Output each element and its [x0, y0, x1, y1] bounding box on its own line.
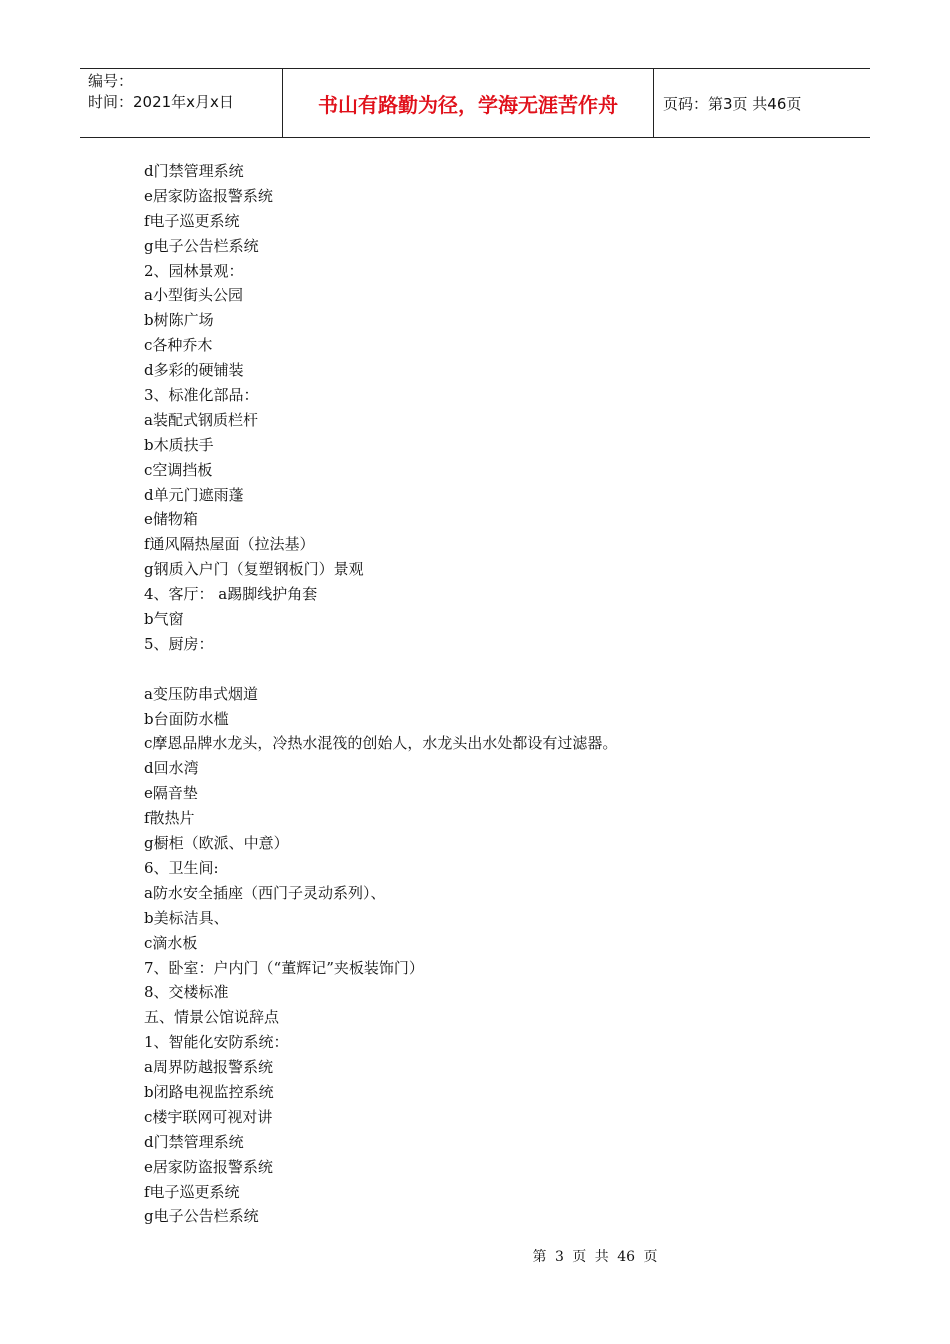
text-line: 五、情景公馆说辞点 — [144, 1008, 280, 1027]
text-line: a装配式钢质栏杆 — [144, 410, 258, 429]
text-line: 2、园林景观： — [144, 261, 244, 280]
text-line: 6、卫生间: — [144, 858, 219, 877]
text-line: f通风隔热屋面（拉法基） — [144, 535, 315, 554]
text-line: g电子公告栏系统 — [144, 236, 259, 255]
text-line: c各种乔木 — [144, 336, 213, 355]
text-line: g橱柜（欧派、中意） — [144, 834, 289, 853]
text-line: c楼宇联网可视对讲 — [144, 1107, 273, 1126]
text-line: d门禁管理系统 — [144, 1132, 244, 1151]
text-line: e隔音垫 — [144, 784, 198, 803]
text-line: b美标洁具、 — [144, 908, 229, 927]
document-time-label: 时间：2021年x月x日 — [88, 93, 234, 111]
blank-line — [144, 657, 824, 682]
text-line: e居家防盗报警系统 — [144, 186, 273, 205]
text-line: b木质扶手 — [144, 435, 214, 454]
text-line: d回水湾 — [144, 759, 199, 778]
text-line: b气窗 — [144, 610, 184, 629]
header-meta — [80, 69, 282, 137]
text-line: d多彩的硬铺装 — [144, 361, 244, 380]
text-line: b树陈广场 — [144, 311, 214, 330]
text-line: c摩恩品牌水龙头，冷热水混筏的创始人，水龙头出水处都设有过滤器。 — [144, 734, 618, 753]
text-line: f电子巡更系统 — [144, 1182, 240, 1201]
text-line: d单元门遮雨蓬 — [144, 485, 244, 504]
page-footer: 第 3 页 共 46 页 — [532, 1249, 658, 1265]
text-line: 3、标准化部品： — [144, 386, 259, 405]
text-line: e居家防盗报警系统 — [144, 1157, 273, 1176]
text-line: f散热片 — [144, 809, 195, 828]
header-motto: 书山有路勤为径，学海无涯苦作舟 — [282, 69, 654, 137]
text-line: a周界防越报警系统 — [144, 1058, 273, 1077]
document-body — [144, 159, 824, 1229]
text-line: b闭路电视监控系统 — [144, 1082, 274, 1101]
text-line: c空调挡板 — [144, 460, 213, 479]
text-line: a防水安全插座（西门子灵动系列）、 — [144, 883, 386, 902]
text-line: d门禁管理系统 — [144, 162, 244, 180]
page-header — [80, 68, 870, 138]
text-line: g电子公告栏系统 — [144, 1207, 259, 1226]
text-line: b台面防水槛 — [144, 709, 229, 728]
text-line: 1、智能化安防系统： — [144, 1033, 289, 1052]
text-line: 4、客厅： a踢脚线护角套 — [144, 585, 318, 604]
text-line: c滴水板 — [144, 933, 198, 952]
header-page-info: 页码：第3页 共46页 — [663, 94, 802, 113]
text-line: 5、厨房： — [144, 634, 214, 653]
text-line: g钢质入户门（复塑钢板门）景观 — [144, 560, 364, 579]
text-line: 7、卧室：户内门（“董辉记”夹板装饰门） — [144, 958, 424, 977]
text-line: a变压防串式烟道 — [144, 684, 258, 703]
text-line: f电子巡更系统 — [144, 211, 240, 230]
text-line: 8、交楼标准 — [144, 983, 229, 1002]
text-line: a小型街头公园 — [144, 286, 243, 305]
document-number-label: 编号： — [88, 72, 134, 90]
text-line: e储物箱 — [144, 510, 198, 529]
